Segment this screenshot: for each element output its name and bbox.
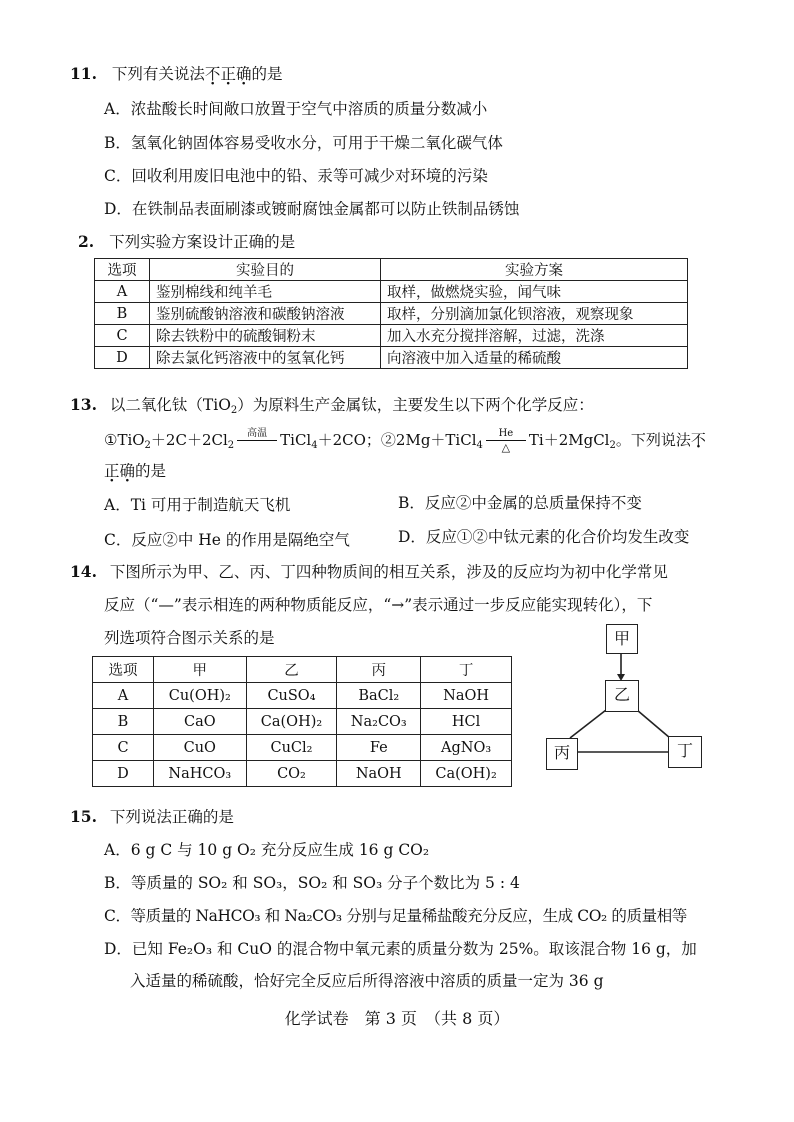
table-cell: Na₂CO₃ (337, 709, 421, 735)
link-yi-bing (570, 710, 606, 738)
q11-number: 11. (70, 64, 97, 83)
table-cell: C (93, 735, 154, 761)
q11-option-a: A．浓盐酸长时间敞口放置于空气中溶质的质量分数减小 (104, 100, 488, 118)
q14-stem-line2: 反应（“—”表示相连的两种物质能反应，“→”表示通过一步反应能实现转化），下 (104, 596, 653, 614)
table-cell: 取样，做燃烧实验，闻气味 (381, 281, 688, 303)
table-cell: Ca(OH)₂ (421, 761, 512, 787)
table-header: 选项 (93, 657, 154, 683)
q15-stem: 15. 下列说法正确的是 (70, 807, 234, 826)
table-cell: D (93, 761, 154, 787)
q13-emphasis (691, 431, 706, 449)
q11-option-b: B．氢氧化钠固体容易受收水分，可用于干燥二氧化碳气体 (104, 134, 503, 152)
q15-option-b: B．等质量的 SO₂ 和 SO₃，SO₂ 和 SO₃ 分子个数比为 5 : 4 (104, 874, 520, 892)
table-header-row (93, 657, 512, 683)
table-header: 选项 (95, 259, 150, 281)
table-header: 实验方案 (381, 259, 688, 281)
table-cell: CuSO₄ (246, 683, 337, 709)
table-row (95, 325, 688, 347)
table-cell: BaCl₂ (337, 683, 421, 709)
table-header: 甲 (154, 657, 247, 683)
node-jia: 甲 (606, 624, 638, 654)
table-cell: 鉴别硫酸钠溶液和碳酸钠溶液 (150, 303, 381, 325)
table-row (93, 683, 512, 709)
emphasis-char: 不 (690, 431, 706, 449)
q14-stem-line3: 列选项符合图示关系的是 (104, 629, 275, 647)
link-yi-ding (637, 710, 670, 738)
q14-number: 14. (70, 562, 97, 581)
table-header: 实验目的 (150, 259, 381, 281)
q13-equations: $①TiO_2+2C+2Cl_2$ 高温 TiCl$_4$＋2CO；②2Mg＋TiCl$_4$ $\frac{He}{\triangle}$ Ti＋2MgCl$_2$。下列说法不 (104, 428, 706, 454)
q15-option-c: C．等质量的 NaHCO₃ 和 Na₂CO₃ 分别与足量稀盐酸充分反应，生成 CO₂ 的质量相等 (104, 907, 687, 925)
emphasis-char: 不 (204, 65, 221, 83)
q13-stem-cont: 正确的是 (104, 462, 167, 480)
table-cell: AgNO₃ (421, 735, 512, 761)
condition-he-heat: $\frac{He}{\triangle}$ (486, 429, 526, 453)
node-yi: 乙 (605, 680, 639, 712)
page-footer: 化学试卷 第 3 页 （共 8 页） (284, 1009, 510, 1028)
q13-number: 13. (70, 395, 97, 414)
equation-2: ②2Mg＋TiCl$_4$ (380, 431, 483, 451)
table-row (93, 709, 512, 735)
table-row (93, 735, 512, 761)
q14-stem: 14. 下图所示为甲、乙、丙、丁四种物质间的相互关系，涉及的反应均为初中化学常见 (70, 562, 668, 581)
table-cell: 取样，分别滴加氯化钡溶液，观察现象 (381, 303, 688, 325)
q14-table (92, 656, 512, 787)
q13-option-d: D．反应①②中钛元素的化合价均发生改变 (398, 528, 690, 546)
table-cell: CO₂ (246, 761, 337, 787)
table-cell: HCl (421, 709, 512, 735)
emphasis-char: 正 (104, 462, 120, 480)
table-header: 乙 (246, 657, 337, 683)
equation-1: $①TiO_2+2C+2Cl_2$ (104, 431, 235, 451)
table-cell: 加入水充分搅拌溶解，过滤，洗涤 (381, 325, 688, 347)
q12-number: 2. (78, 232, 95, 251)
q15-option-d: D．已知 Fe₂O₃ 和 CuO 的混合物中氧元素的质量分数为 25%。取该混合物 16 g，加 (104, 940, 697, 958)
q13-option-c: C．反应②中 He 的作用是隔绝空气 (104, 531, 350, 549)
node-ding: 丁 (668, 736, 702, 768)
table-cell: CuO (154, 735, 247, 761)
q15-option-d-cont: 入适量的稀硫酸，恰好完全反应后所得溶液中溶质的质量一定为 36 g (130, 972, 604, 990)
q13-option-b: B．反应②中金属的总质量保持不变 (398, 494, 642, 512)
condition-high-temp: 高温 (237, 429, 277, 453)
table-cell: D (95, 347, 150, 369)
q12-stem: 2. 下列实验方案设计正确的是 (78, 232, 296, 251)
q13-stem: 13. 以二氧化钛（TiO$_2$）为原料生产金属钛，主要发生以下两个化学反应： (70, 395, 594, 416)
q12-table (94, 258, 688, 369)
table-cell: A (95, 281, 150, 303)
table-cell: 除去铁粉中的硫酸铜粉末 (150, 325, 381, 347)
emphasis-char: 正 (220, 65, 236, 83)
table-row (95, 303, 688, 325)
q11-emphasis (205, 65, 252, 83)
table-cell: 向溶液中加入适量的稀硫酸 (381, 347, 688, 369)
q11-option-c: C．回收利用废旧电池中的铅、汞等可减少对环境的污染 (104, 167, 488, 185)
table-cell: Cu(OH)₂ (154, 683, 247, 709)
table-row (95, 281, 688, 303)
table-cell: Fe (337, 735, 421, 761)
node-bing: 丙 (546, 738, 578, 770)
table-cell: Ca(OH)₂ (246, 709, 337, 735)
q13-option-a: A．Ti 可用于制造航天飞机 (104, 496, 291, 514)
table-cell: NaHCO₃ (154, 761, 247, 787)
table-cell: 除去氯化钙溶液中的氢氧化钙 (150, 347, 381, 369)
table-header-row (95, 259, 688, 281)
table-cell: C (95, 325, 150, 347)
table-cell: CaO (154, 709, 247, 735)
table-cell: CuCl₂ (246, 735, 337, 761)
q13-emphasis (104, 462, 135, 480)
table-cell: B (93, 709, 154, 735)
table-cell: B (95, 303, 150, 325)
emphasis-char: 确 (119, 462, 136, 480)
table-row (95, 347, 688, 369)
table-row (93, 761, 512, 787)
table-header: 丙 (337, 657, 421, 683)
q11-option-d: D．在铁制品表面刷漆或镀耐腐蚀金属都可以防止铁制品锈蚀 (104, 200, 520, 218)
table-cell: NaOH (337, 761, 421, 787)
table-cell: NaOH (421, 683, 512, 709)
q15-number: 15. (70, 807, 97, 826)
emphasis-char: 确 (235, 65, 252, 83)
table-cell: 鉴别棉线和纯羊毛 (150, 281, 381, 303)
table-header: 丁 (421, 657, 512, 683)
q11-stem: 11. 下列有关说法不正确的是 (70, 64, 283, 83)
q15-option-a: A．6 g C 与 10 g O₂ 充分反应生成 16 g CO₂ (104, 841, 430, 859)
table-cell: A (93, 683, 154, 709)
